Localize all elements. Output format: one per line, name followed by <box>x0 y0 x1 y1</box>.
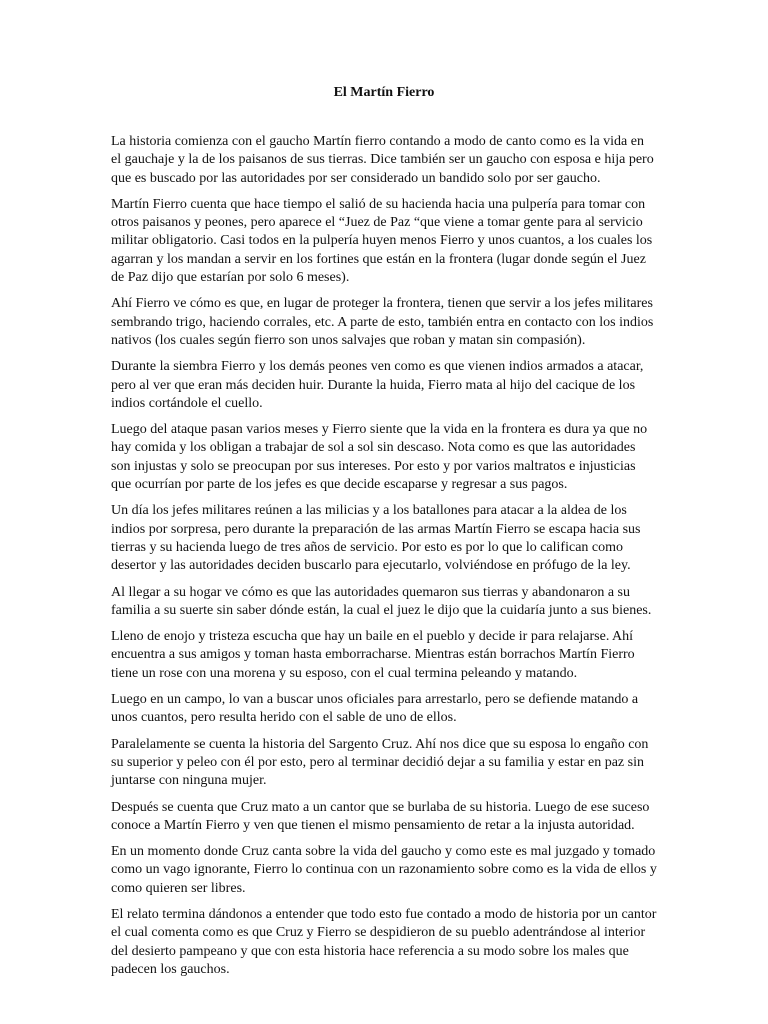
paragraph: Paralelamente se cuenta la historia del Sargento Cruz. Ahí nos dice que su esposa lo engaño con su superior y peleo con él por esto, pero al terminar decidió dejar a su familia y estar en paz sin juntarse con ninguna mujer. <box>111 736 649 789</box>
paragraph: En un momento donde Cruz canta sobre la vida del gaucho y como este es mal juzgado y tomado como un vago ignorante, Fierro lo continua con un razonamiento sobre como es la vida de ellos y como quieren ser libres. <box>111 844 657 896</box>
paragraph: Luego en un campo, lo van a buscar unos oficiales para arrestarlo, pero se defiende matando a unos cuantos, pero resulta herido con el sable de uno de ellos. <box>111 692 639 726</box>
paragraph: Lleno de enojo y tristeza escucha que hay un baile en el pueblo y decide ir para relajarse. Ahí encuentra a sus amigos y toman hasta emborracharse. Mientras están borrachos Martín Fierro tiene un rose con una morena y su esposo, con el cual termina peleando y matando. <box>111 629 635 681</box>
document-body <box>111 133 657 987</box>
paragraph: Luego del ataque pasan varios meses y Fierro siente que la vida en la frontera es dura ya que no hay comida y los obligan a trabajar de sol a sol sin descaso. Nota como es que las autoridades son injustas y solo se preocupan por sus intereses. Por esto y por varios maltratos e injusticias que ocurrían por parte de los jefes es que decide escaparse y regresar a sus pagos. <box>111 422 648 493</box>
paragraph: Ahí Fierro ve cómo es que, en lugar de proteger la frontera, tienen que servir a los jefes militares sembrando trigo, haciendo corrales, etc. A parte de esto, también entra en contacto con los indios nativos (los cuales según fierro son unos salvajes que roban y matan sin compasión). <box>111 296 654 348</box>
paragraph: Durante la siembra Fierro y los demás peones ven como es que vienen indios armados a atacar, pero al ver que eran más deciden huir. Durante la huida, Fierro mata al hijo del cacique de los indios cortándole el cuello. <box>111 359 644 411</box>
document-title: El Martín Fierro <box>333 85 435 100</box>
paragraph: Martín Fierro cuenta que hace tiempo el salió de su hacienda hacia una pulpería para tomar con otros paisanos y peones, pero aparece el “Juez de Paz “que viene a tomar gente para al servicio militar obligatorio. Casi todos en la pulpería huyen menos Fierro y unos cuantos, a los cuales los agarran y los mandan a servir en los fortines que están en la frontera (lugar donde según el Juez de Paz dijo que estarían por solo 6 meses). <box>111 196 653 286</box>
paragraph: Un día los jefes militares reúnen a las milicias y a los batallones para atacar a la aldea de los indios por sorpresa, pero durante la preparación de las armas Martín Fierro se escapa hacia sus tierras y su hacienda luego de tres años de servicio. Por esto es por lo que lo califican como desertor y las autoridades deciden buscarlo para ejecutarlo, volviéndose en prófugo de la ley. <box>111 503 641 574</box>
paragraph: El relato termina dándonos a entender que todo esto fue contado a modo de historia por un cantor el cual comenta como es que Cruz y Fierro se despidieron de su pueblo adentrándose al interior del desierto pampeano y que con esta historia hace referencia a su modo sobre los males que padecen los gauchos. <box>111 906 657 977</box>
paragraph: Al llegar a su hogar ve cómo es que las autoridades quemaron sus tierras y abandonaron a su familia a su suerte sin saber dónde están, la cual el juez le dijo que la cuidaría junto a sus bienes. <box>111 584 652 618</box>
paragraph: La historia comienza con el gaucho Martín fierro contando a modo de canto como es la vida en el gauchaje y la de los paisanos de sus tierras. Dice también ser un gaucho con esposa e hija pero que es buscado por las autoridades por ser considerado un bandido solo por ser gaucho. <box>111 134 654 186</box>
paragraph: Después se cuenta que Cruz mato a un cantor que se burlaba de su historia. Luego de ese suceso conoce a Martín Fierro y ven que tienen el mismo pensamiento de retar a la injusta autoridad. <box>111 799 650 833</box>
